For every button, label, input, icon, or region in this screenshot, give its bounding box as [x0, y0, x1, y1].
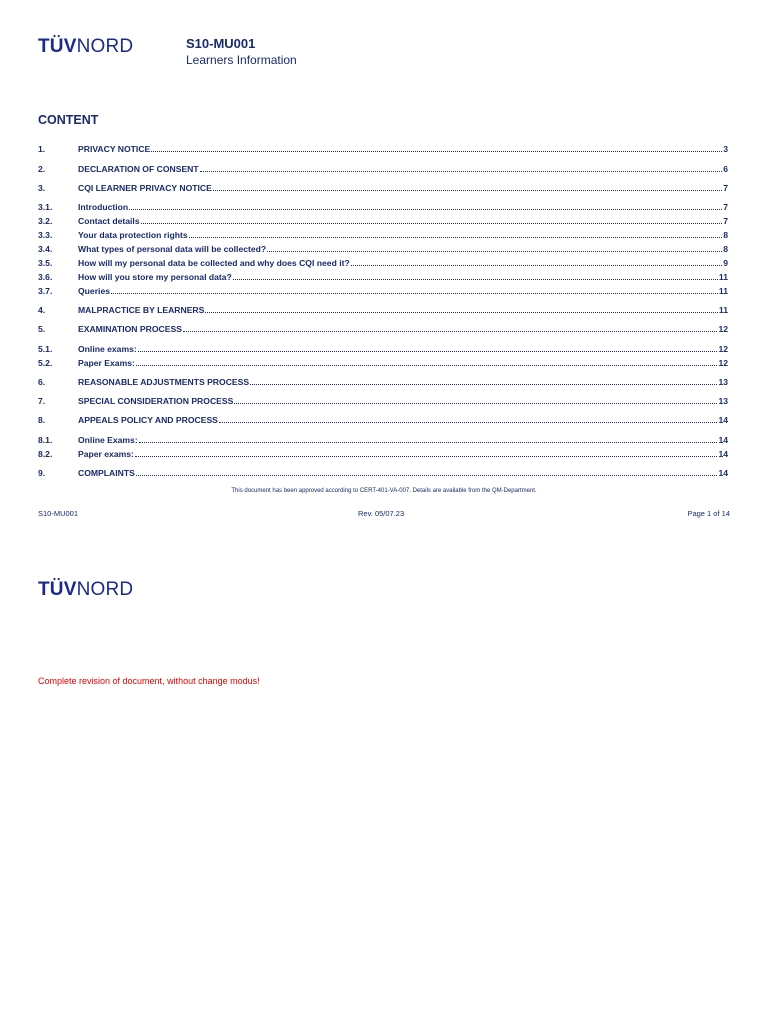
- toc-entry[interactable]: [38, 466, 728, 478]
- toc-entry[interactable]: [38, 242, 728, 254]
- toc-dot-leader: [213, 189, 722, 191]
- toc-entry[interactable]: [38, 142, 728, 154]
- toc-entry[interactable]: [38, 342, 728, 354]
- toc-entry-label[interactable]: How will you store my personal data?: [78, 272, 232, 282]
- toc-entry-page: 12: [718, 324, 728, 334]
- toc-entry-label[interactable]: How will my personal data be collected and why does CQI need it?: [78, 258, 350, 268]
- toc-entry-number: 5.2.: [38, 358, 53, 368]
- toc-dot-leader: [136, 474, 718, 476]
- toc-entry-number: 3.7.: [38, 286, 53, 296]
- tuv-nord-logo: [38, 36, 133, 58]
- toc-entry[interactable]: [38, 322, 728, 334]
- toc-entry-page: 13: [718, 396, 728, 406]
- toc-dot-leader: [136, 364, 718, 366]
- toc-entry-number: 3.4.: [38, 244, 53, 254]
- toc-dot-leader: [138, 350, 718, 352]
- toc-dot-leader: [250, 383, 717, 385]
- toc-dot-leader: [351, 264, 723, 266]
- toc-entry-page: 11: [718, 286, 728, 296]
- toc-entry-page: 14: [718, 449, 728, 459]
- revision-note: Complete revision of document, without change modus!: [38, 676, 260, 686]
- toc-entry-label[interactable]: Online Exams:: [78, 435, 138, 445]
- toc-entry-number: 3.2.: [38, 216, 53, 226]
- toc-entry-page: 14: [718, 468, 728, 478]
- toc-entry-page: 14: [718, 415, 728, 425]
- footer-doc-code: S10-MU001: [38, 509, 79, 518]
- toc-entry[interactable]: [38, 256, 728, 268]
- toc-entry[interactable]: [38, 162, 728, 174]
- toc-dot-leader: [189, 236, 723, 238]
- toc-entry-label[interactable]: Introduction: [78, 202, 129, 212]
- content-heading: CONTENT: [38, 113, 99, 127]
- footer-page-number: Page 1 of 14: [687, 509, 730, 518]
- toc-entry-page: 8: [723, 244, 728, 254]
- toc-entry[interactable]: [38, 303, 728, 315]
- toc-entry[interactable]: [38, 200, 728, 212]
- toc-entry-number: 6.: [38, 377, 46, 387]
- toc-dot-leader: [141, 222, 723, 224]
- toc-entry-page: 9: [723, 258, 728, 268]
- toc-entry[interactable]: [38, 394, 728, 406]
- toc-entry-page: 8: [723, 230, 728, 240]
- toc-entry-label[interactable]: Online exams:: [78, 344, 137, 354]
- toc-entry[interactable]: [38, 214, 728, 226]
- logo-bold-text: TÜV: [38, 36, 77, 57]
- toc-entry[interactable]: [38, 413, 728, 425]
- toc-entry-label[interactable]: Your data protection rights: [78, 230, 188, 240]
- toc-entry-number: 8.1.: [38, 435, 53, 445]
- toc-entry-label[interactable]: COMPLAINTS: [78, 468, 135, 478]
- toc-entry-page: 7: [723, 216, 728, 226]
- toc-dot-leader: [267, 250, 722, 252]
- toc-entry-number: 3.1.: [38, 202, 53, 212]
- document-title: Learners Information: [186, 53, 297, 67]
- toc-entry-label[interactable]: DECLARATION OF CONSENT: [78, 164, 199, 174]
- toc-entry[interactable]: [38, 284, 728, 296]
- toc-dot-leader: [200, 170, 723, 172]
- toc-dot-leader: [233, 278, 718, 280]
- toc-entry[interactable]: [38, 228, 728, 240]
- toc-entry[interactable]: [38, 433, 728, 445]
- toc-entry-page: 7: [723, 183, 728, 193]
- toc-entry-page: 6: [723, 164, 728, 174]
- toc-entry-label[interactable]: SPECIAL CONSIDERATION PROCESS: [78, 396, 234, 406]
- toc-dot-leader: [183, 330, 718, 332]
- toc-entry-label[interactable]: Paper Exams:: [78, 358, 135, 368]
- toc-dot-leader: [129, 208, 722, 210]
- toc-entry-label[interactable]: What types of personal data will be collected?: [78, 244, 267, 254]
- toc-dot-leader: [135, 455, 718, 457]
- toc-entry-number: 5.: [38, 324, 46, 334]
- toc-entry-number: 5.1.: [38, 344, 53, 354]
- toc-dot-leader: [219, 421, 718, 423]
- toc-entry-page: 11: [718, 305, 728, 315]
- toc-entry[interactable]: [38, 270, 728, 282]
- toc-entry-number: 7.: [38, 396, 46, 406]
- toc-entry-number: 3.6.: [38, 272, 53, 282]
- toc-entry-number: 3.3.: [38, 230, 53, 240]
- logo-light-text: NORD: [76, 579, 134, 600]
- toc-entry[interactable]: [38, 375, 728, 387]
- toc-entry-page: 12: [718, 358, 728, 368]
- toc-entry-number: 3.: [38, 183, 46, 193]
- toc-entry-number: 4.: [38, 305, 46, 315]
- footer-revision: Rev. 05/07.23: [358, 509, 405, 518]
- toc-entry-label[interactable]: REASONABLE ADJUSTMENTS PROCESS: [78, 377, 250, 387]
- toc-entry-label[interactable]: MALPRACTICE BY LEARNERS: [78, 305, 205, 315]
- toc-dot-leader: [151, 150, 722, 152]
- toc-dot-leader: [139, 441, 718, 443]
- toc-entry-number: 8.: [38, 415, 46, 425]
- toc-entry-number: 8.2.: [38, 449, 53, 459]
- toc-entry-number: 1.: [38, 144, 46, 154]
- toc-entry-label[interactable]: CQI LEARNER PRIVACY NOTICE: [78, 183, 212, 193]
- tuv-nord-logo-page2: [38, 579, 133, 601]
- toc-entry-page: 7: [723, 202, 728, 212]
- toc-entry-page: 12: [718, 344, 728, 354]
- toc-entry-label[interactable]: EXAMINATION PROCESS: [78, 324, 182, 334]
- toc-entry-number: 2.: [38, 164, 46, 174]
- toc-entry-label[interactable]: Contact details: [78, 216, 140, 226]
- toc-dot-leader: [111, 292, 718, 294]
- toc-entry[interactable]: [38, 356, 728, 368]
- toc-entry-label[interactable]: PRIVACY NOTICE: [78, 144, 151, 154]
- toc-entry-number: 9.: [38, 468, 46, 478]
- toc-entry[interactable]: [38, 447, 728, 459]
- logo-bold-text: TÜV: [38, 579, 77, 600]
- approval-note: This document has been approved according to CERT-401-VA-007. Details are available from the QM-Department.: [231, 488, 537, 494]
- toc-entry-label[interactable]: Paper exams:: [78, 449, 134, 459]
- toc-entry-page: 3: [723, 144, 728, 154]
- toc-dot-leader: [234, 402, 717, 404]
- toc-entry-number: 3.5.: [38, 258, 53, 268]
- toc-dot-leader: [205, 311, 718, 313]
- toc-entry-page: 13: [718, 377, 728, 387]
- toc-entry-page: 11: [718, 272, 728, 282]
- toc-entry-label[interactable]: APPEALS POLICY AND PROCESS: [78, 415, 218, 425]
- toc-entry-page: 14: [718, 435, 728, 445]
- document-code: S10-MU001: [186, 36, 256, 51]
- toc-entry[interactable]: [38, 181, 728, 193]
- logo-light-text: NORD: [76, 36, 134, 57]
- toc-entry-label[interactable]: Queries: [78, 286, 111, 296]
